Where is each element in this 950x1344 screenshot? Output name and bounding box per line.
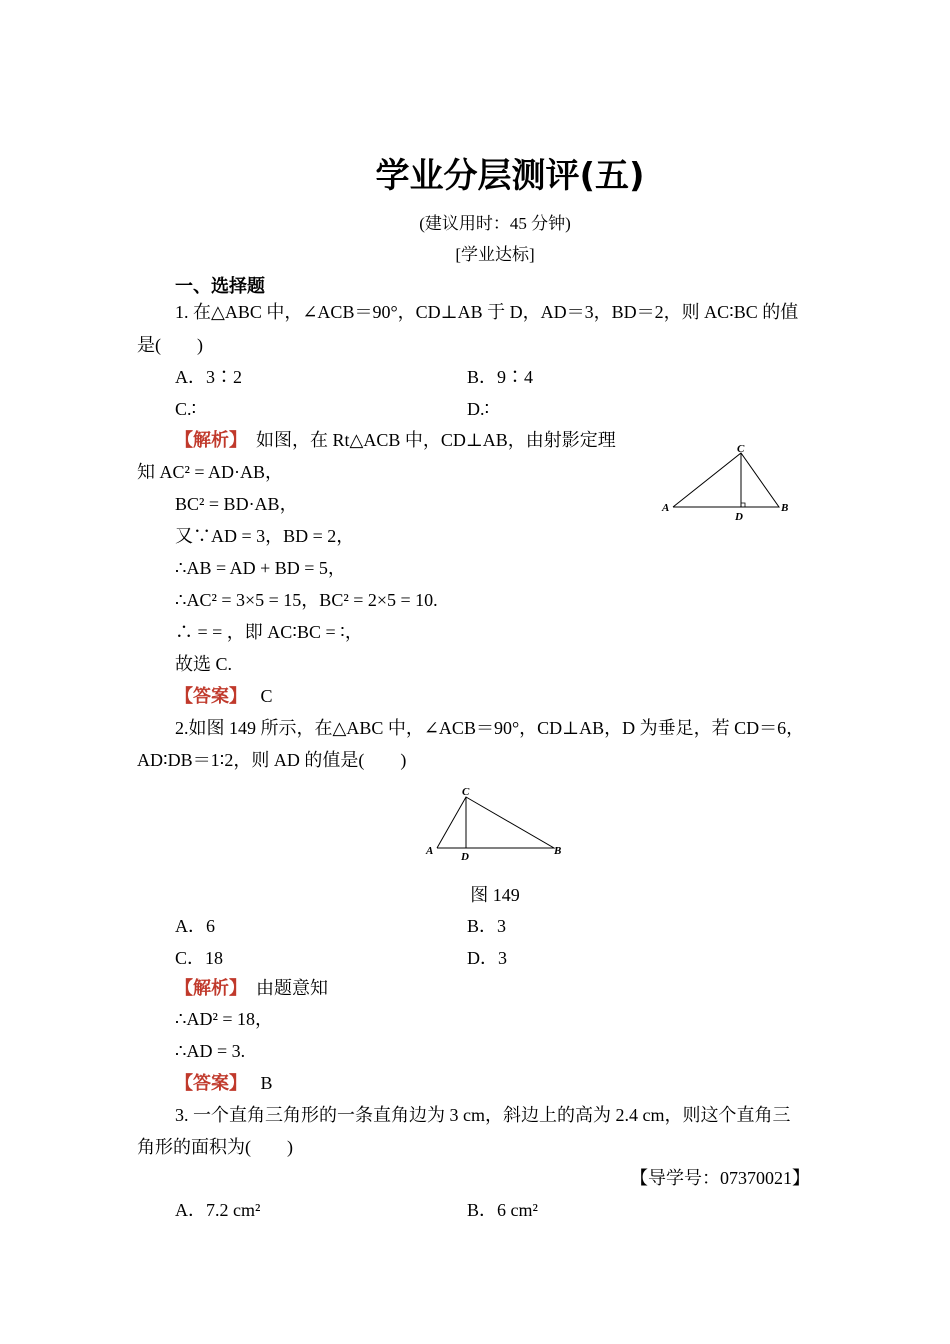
q2-label-b: B (554, 845, 562, 857)
q3-option-b: B．6 cm² (467, 1200, 538, 1220)
q2-triangle-figure (420, 782, 570, 864)
section-heading: 一、选择题 (175, 276, 265, 296)
q2-answer-tag: 【答案】 (175, 1073, 247, 1093)
q1-answer-value: C (260, 686, 273, 706)
q1-answer (175, 685, 273, 707)
q2-answer (175, 1072, 273, 1094)
q2-stem-line2: AD∶DB＝1∶2，则 AD 的值是( ) (137, 750, 407, 770)
q3-stem-line2: 角形的面积为( ) (137, 1137, 293, 1157)
q1-label-b: B (781, 502, 789, 514)
q1-analysis-line: BC² = BD·AB， (175, 494, 298, 514)
q1-analysis-line: 知 AC² = AD·AB， (137, 462, 284, 482)
q1-analysis-line: ∴ = = ，即 AC∶BC = ∶， (175, 622, 363, 642)
q1-label-d: D (735, 511, 743, 523)
q1-option-c: C.∶ (175, 399, 197, 419)
q1-analysis-line: ∴AC² = 3×5 = 15，BC² = 2×5 = 10. (175, 590, 438, 610)
q1-analysis-line: 故选 C. (175, 654, 233, 674)
q1-stem-line1: 1. 在△ABC 中，∠ACB＝90°，CD⊥AB 于 D，AD＝3，BD＝2，则 AC∶BC 的值 (175, 302, 799, 322)
q2-answer-value: B (260, 1073, 273, 1093)
q2-analysis-tag: 【解析】 (175, 978, 238, 998)
q3-guide-number: 【导学号：07370021】 (630, 1168, 810, 1188)
q2-analysis-line: ∴AD = 3. (175, 1041, 246, 1061)
q2-analysis (175, 977, 328, 999)
q1-option-a: A．3∶2 (175, 367, 242, 387)
q1-analysis-line: 又∵AD = 3，BD = 2， (175, 526, 355, 546)
q1-triangle-figure (655, 440, 800, 525)
q2-option-c: C．18 (175, 948, 224, 968)
q1-stem-line2: 是( ) (137, 335, 203, 355)
q1-analysis (175, 429, 616, 451)
q2-analysis-intro: 由题意知 (238, 978, 328, 998)
q1-label-c: C (737, 443, 745, 455)
q2-option-a: A．6 (175, 916, 215, 936)
q2-label-d: D (461, 851, 469, 863)
q2-option-b: B．3 (467, 916, 507, 936)
q1-option-b: B．9∶4 (467, 367, 534, 387)
q1-analysis-intro: 如图，在 Rt△ACB 中，CD⊥AB，由射影定理 (238, 430, 616, 450)
q2-stem-line1: 2.如图 149 所示，在△ABC 中，∠ACB＝90°，CD⊥AB，D 为垂足，若 CD＝6， (175, 718, 805, 738)
level-label: [学业达标] (455, 245, 535, 264)
q3-stem-line1: 3. 一个直角三角形的一条直角边为 3 cm，斜边上的高为 2.4 cm，则这个直角三 (175, 1105, 791, 1125)
page-title: 学业分层测评(五) (375, 156, 645, 196)
q2-analysis-line: ∴AD² = 18， (175, 1009, 273, 1029)
q1-answer-tag: 【答案】 (175, 686, 247, 706)
q3-option-a: A．7.2 cm² (175, 1200, 261, 1220)
q2-option-d: D．3 (467, 948, 507, 968)
q1-analysis-tag: 【解析】 (175, 430, 238, 450)
q2-label-c: C (462, 786, 470, 798)
q1-analysis-line: ∴AB = AD + BD = 5， (175, 558, 346, 578)
q2-figure-caption: 图 149 (470, 885, 520, 905)
suggested-time: (建议用时：45 分钟) (419, 214, 571, 233)
q2-label-a: A (426, 845, 434, 857)
q1-option-d: D.∶ (467, 399, 490, 419)
q1-label-a: A (662, 502, 670, 514)
